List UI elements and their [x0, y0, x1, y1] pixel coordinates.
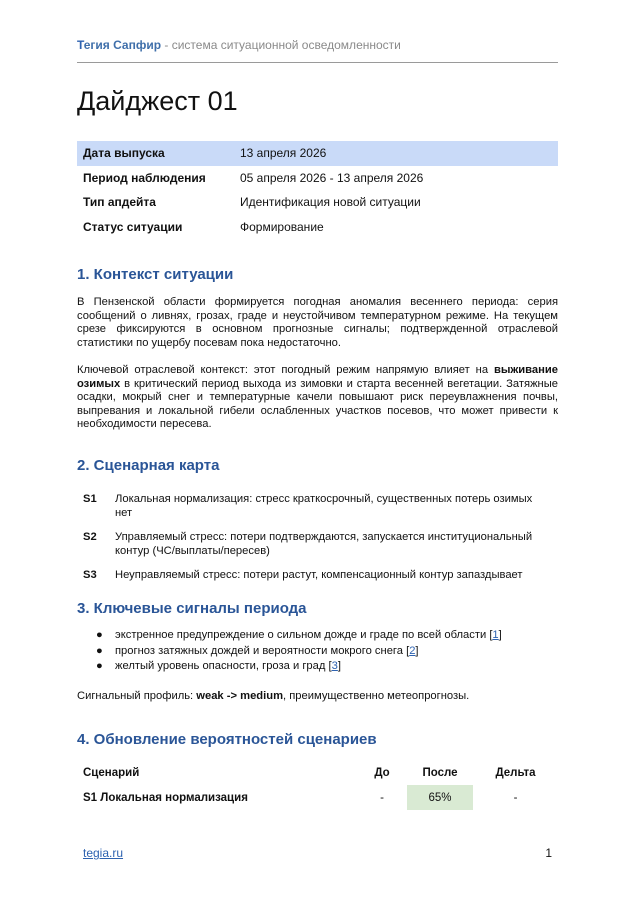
column-header-scenario: Сценарий [83, 766, 140, 779]
meta-row [77, 166, 558, 191]
list-item: ● прогноз затяжных дождей и вероятности мокрого снега [2] [77, 644, 502, 660]
meta-row [77, 141, 558, 166]
scenario-id: S3 [83, 569, 97, 581]
signal-profile: Сигнальный профиль: weak -> medium, преимущественно метеопрогнозы. [77, 690, 470, 702]
meta-value: Идентификация новой ситуации [240, 195, 421, 210]
header-divider [77, 62, 558, 63]
list-item: ● желтый уровень опасности, гроза и град [3] [77, 659, 502, 675]
table-row [77, 785, 558, 810]
brand-name: Тегия Сапфир [77, 38, 162, 52]
section-title-signals: 3. Ключевые сигналы периода [77, 600, 307, 617]
meta-value: 13 апреля 2026 [234, 141, 558, 166]
scenario-text: Управляемый стресс: потери подтверждаются, запускается институциональный контур (ЧС/выплаты/пересев) [115, 531, 533, 557]
meta-key: Статус ситуации [83, 219, 183, 234]
scenario-cell: S1 Локальная нормализация [83, 791, 248, 804]
signals-list [77, 628, 502, 675]
source-link[interactable]: 1 [492, 629, 499, 641]
probability-table [77, 760, 558, 810]
meta-value: Формирование [240, 219, 324, 234]
bullet-icon: ● [96, 644, 103, 657]
column-header-delta: Дельта [495, 766, 536, 779]
meta-key: Период наблюдения [83, 170, 206, 185]
meta-value: 05 апреля 2026 - 13 апреля 2026 [240, 170, 424, 185]
after-cell: 65% [407, 785, 473, 810]
table-header-row [77, 760, 558, 785]
scenario-text: Неуправляемый стресс: потери растут, компенсационный контур запаздывает [115, 569, 523, 581]
meta-row [77, 190, 558, 215]
before-cell: - [380, 791, 384, 804]
section-title-scenarios: 2. Сценарная карта [77, 457, 220, 474]
column-header-before: До [374, 766, 390, 779]
meta-key: Тип апдейта [83, 195, 156, 210]
scenario-id: S2 [83, 531, 97, 543]
scenario-id: S1 [83, 493, 97, 505]
page-title: Дайджест 01 [77, 86, 238, 116]
source-link[interactable]: 2 [409, 644, 416, 657]
digest-meta-table [77, 141, 558, 239]
list-item: ● экстренное предупреждение о сильном дожде и граде по всей области [1] [77, 628, 502, 644]
section-title-probabilities: 4. Обновление вероятностей сценариев [77, 731, 377, 748]
bullet-icon: ● [96, 660, 103, 673]
footer-site-link[interactable]: tegia.ru [83, 846, 124, 860]
page-header [77, 38, 558, 52]
meta-key: Дата выпуска [77, 141, 234, 166]
brand-subtitle: - система ситуационной осведомленности [161, 38, 401, 52]
source-link[interactable]: 3 [331, 660, 338, 673]
context-paragraph-2: Ключевой отраслевой контекст: этот погодный режим напрямую влияет на выживание озимых в критический период выхода из зимовки и старта весенней вегетации. Затяжные осадки, мокрый снег и температурные качели повышают риск переувлажнения почвы, выпревания и локальной гибели ослабленных участков посевов, что может привести к необходимости пересева. [77, 364, 558, 431]
scenario-text: Локальная нормализация: стресс краткосрочный, существенных потерь озимых нет [115, 493, 533, 519]
meta-row [77, 215, 558, 240]
column-header-after: После [422, 766, 458, 779]
delta-cell: - [513, 791, 518, 804]
section-title-context: 1. Контекст ситуации [77, 266, 234, 283]
page-number: 1 [545, 846, 552, 860]
context-paragraph-1: В Пензенской области формируется погодная аномалия весеннего периода: серия сообщений о ливнях, грозах, граде и неустойчивом температурном режиме. На текущем срезе фиксируются в основном прогнозные сигналы; подтвержденной отраслевой статистики по ущербу посевам пока недостаточно. [77, 296, 558, 349]
bullet-icon: ● [96, 629, 103, 641]
